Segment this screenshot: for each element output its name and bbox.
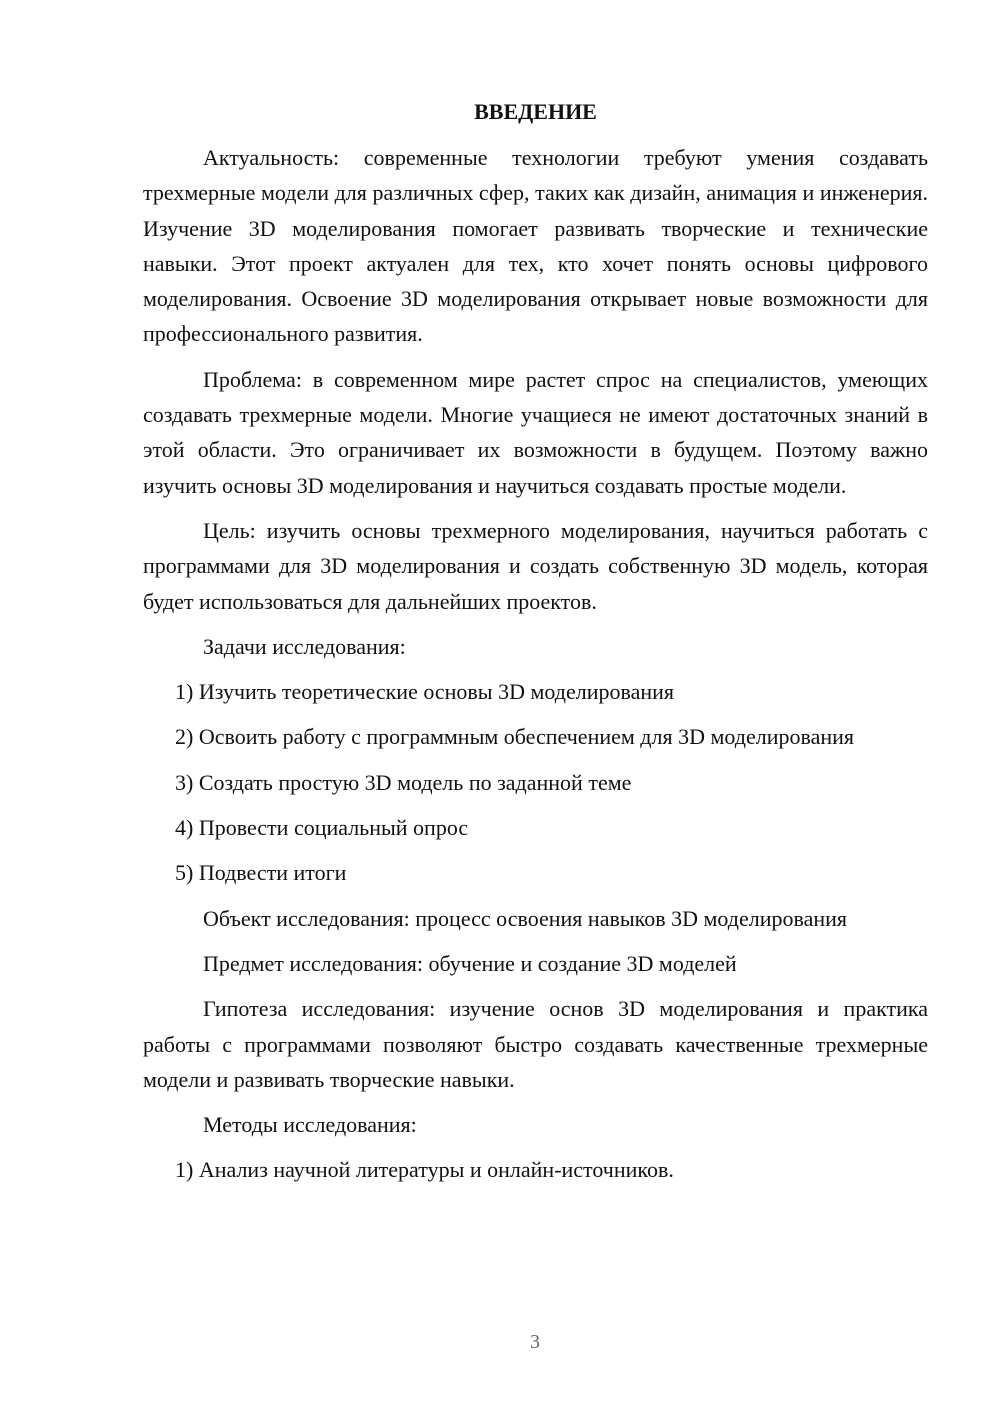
task-item: 1) Изучить теоретические основы 3D моделирования	[175, 679, 674, 705]
method-item: 1) Анализ научной литературы и онлайн-источников.	[175, 1157, 674, 1183]
hypothesis-paragraph: Гипотеза исследования: изучение основ 3D моделирования и практика работы с программами позволяют быстро создавать качественные трехмерные модели и развивать творческие навыки.	[143, 996, 928, 1092]
subject-paragraph: Предмет исследования: обучение и создание 3D моделей	[203, 950, 737, 976]
task-item: 3) Создать простую 3D модель по заданной теме	[175, 769, 632, 795]
page-number: 3	[530, 1331, 540, 1353]
task-item: 4) Провести социальный опрос	[175, 815, 469, 841]
goal-paragraph: Цель: изучить основы трехмерного моделирования, научиться работать с программами для 3D моделирования и создать собственную 3D модель, которая будет использоваться для дальнейших проектов.	[143, 517, 928, 614]
relevance-paragraph: Актуальность: современные технологии требуют умения создавать трехмерные модели для различных сфер, таких как дизайн, анимация и инженерия. Изучение 3D моделирования помогает развивать творческие и технические навыки. Этот проект актуален для тех, кто хочет понять основы цифрового моделирования. Освоение 3D моделирования открывает новые возможности для профессионального развития.	[143, 145, 928, 347]
methods-heading: Методы исследования:	[203, 1112, 417, 1138]
object-paragraph: Объект исследования: процесс освоения навыков 3D моделирования	[203, 905, 847, 931]
tasks-heading: Задачи исследования:	[203, 633, 406, 659]
page-content	[143, 94, 928, 1188]
task-item: 5) Подвести итоги	[175, 860, 347, 886]
problem-paragraph: Проблема: в современном мире растет спрос на специалистов, умеющих создавать трехмерные модели. Многие учащиеся не имеют достаточных знаний в этой области. Это ограничивает их возможности в будущем. Поэтому важно изучить основы 3D моделирования и научиться создавать простые модели.	[143, 366, 928, 498]
task-item: 2) Освоить работу с программным обеспечением для 3D моделирования	[175, 724, 855, 750]
page-title: ВВЕДЕНИЕ	[474, 99, 597, 124]
